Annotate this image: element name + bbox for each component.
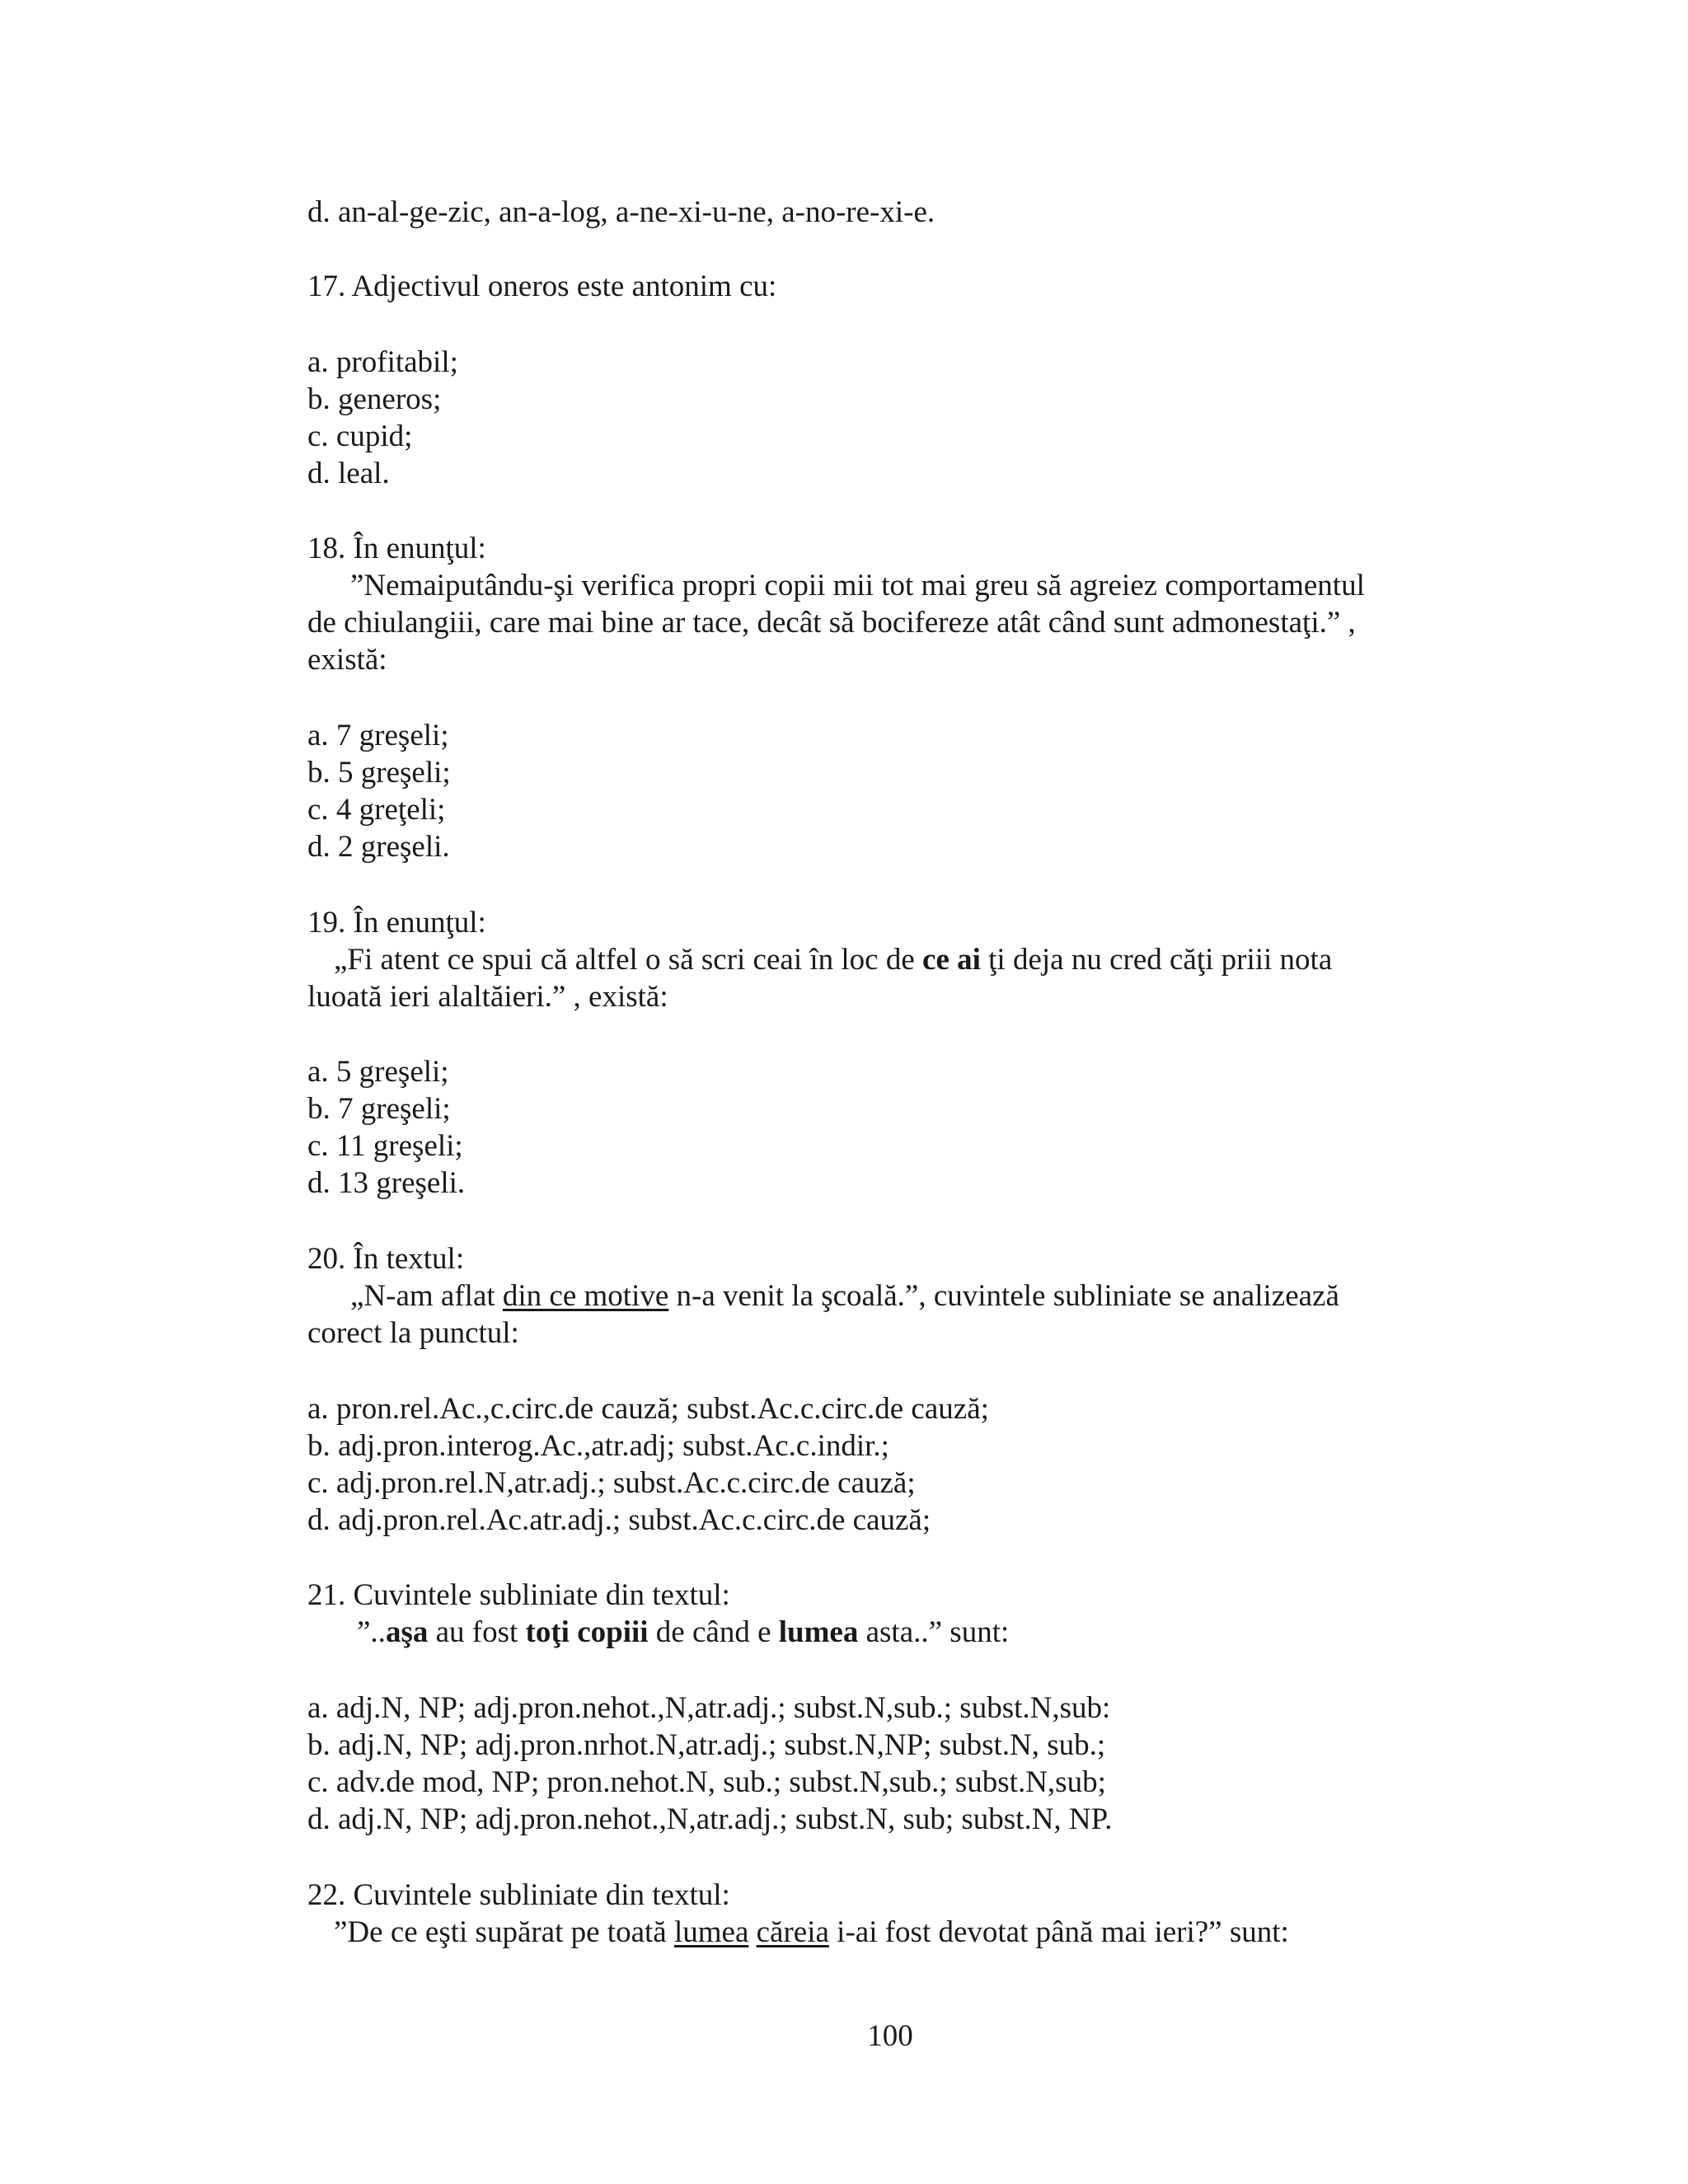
option-d-q21: d. adj.N, NP; adj.pron.nehot.,N,atr.adj.; subst.N, sub; subst.N, NP. bbox=[307, 1802, 1113, 1836]
question-20-text-2: corect la punctul: bbox=[307, 1316, 519, 1350]
option-b-q17: b. generos; bbox=[307, 382, 442, 416]
option-c-q18: c. 4 greţeli; bbox=[307, 793, 446, 827]
q22-text-part bbox=[748, 1915, 756, 1949]
question-18-text-1: ”Nemaiputându-şi verifica propri copii mii tot mai greu să agreiez comportamentul bbox=[350, 569, 1365, 602]
option-a-q20: a. pron.rel.Ac.,c.circ.de cauză; subst.Ac.c.circ.de cauză; bbox=[307, 1392, 989, 1426]
q19-text-part: „Fi atent ce spui că altfel o să scri ceai în loc de bbox=[334, 943, 923, 977]
question-20-text-1 bbox=[350, 1277, 1339, 1315]
page-number: 100 bbox=[867, 2019, 913, 2053]
question-17: 17. Adjectivul oneros este antonim cu: bbox=[307, 269, 777, 303]
option-d-q16: d. an-al-ge-zic, an-a-log, a-ne-xi-u-ne, a-no-re-xi-e. bbox=[307, 195, 935, 229]
option-c-q17: c. cupid; bbox=[307, 419, 413, 453]
q21-text-part: ”.. bbox=[357, 1615, 386, 1649]
q20-text-part: „N-am aflat bbox=[350, 1279, 503, 1313]
q21-text-part: au fost bbox=[428, 1615, 526, 1649]
option-b-q19: b. 7 greşeli; bbox=[307, 1092, 451, 1126]
option-a-q21: a. adj.N, NP; adj.pron.nehot.,N,atr.adj.; subst.N,sub.; subst.N,sub: bbox=[307, 1691, 1111, 1725]
option-d-q19: d. 13 greşeli. bbox=[307, 1166, 466, 1200]
q21-bold-word: lumea bbox=[778, 1615, 859, 1649]
question-18-text-2: de chiulangiii, care mai bine ar tace, decât să bocifereze atât când sunt admonestaţi.” , bbox=[307, 606, 1356, 640]
q20-underlined-phrase: din ce motive bbox=[502, 1279, 669, 1313]
q22-text-part: i-ai fost devotat până mai ieri?” sunt: bbox=[828, 1915, 1289, 1949]
q19-bold-phrase: ce ai bbox=[922, 943, 981, 977]
q22-text-part: ”De ce eşti supărat pe toată bbox=[334, 1915, 674, 1949]
option-a-q19: a. 5 greşeli; bbox=[307, 1055, 449, 1089]
q21-bold-word: aşa bbox=[385, 1615, 429, 1649]
q20-text-part: n-a venit la şcoală.”, cuvintele subliniate se analizează bbox=[668, 1279, 1339, 1313]
q19-text-part: ţi deja nu cred căţi priii nota bbox=[980, 943, 1333, 977]
q21-text-part: asta..” sunt: bbox=[858, 1615, 1010, 1649]
option-d-q20: d. adj.pron.rel.Ac.atr.adj.; subst.Ac.c.circ.de cauză; bbox=[307, 1503, 931, 1537]
question-19-text-2: luoată ieri alaltăieri.” , există: bbox=[307, 980, 668, 1014]
option-a-q17: a. profitabil; bbox=[307, 345, 458, 379]
option-d-q18: d. 2 greşeli. bbox=[307, 830, 450, 864]
question-21-text-1 bbox=[357, 1614, 1009, 1651]
question-22: 22. Cuvintele subliniate din textul: bbox=[307, 1878, 730, 1912]
question-22-text-1 bbox=[334, 1914, 1289, 1951]
question-18-text-3: există: bbox=[307, 643, 387, 677]
q22-underlined-word: căreia bbox=[756, 1915, 829, 1949]
option-b-q21: b. adj.N, NP; adj.pron.nrhot.N,atr.adj.; subst.N,NP; subst.N, sub.; bbox=[307, 1728, 1106, 1762]
option-a-q18: a. 7 greşeli; bbox=[307, 719, 449, 752]
question-20: 20. În textul: bbox=[307, 1242, 465, 1276]
question-21: 21. Cuvintele subliniate din textul: bbox=[307, 1578, 730, 1612]
option-d-q17: d. leal. bbox=[307, 457, 390, 490]
question-19: 19. În enunţul: bbox=[307, 906, 486, 940]
option-c-q20: c. adj.pron.rel.N,atr.adj.; subst.Ac.c.circ.de cauză; bbox=[307, 1466, 916, 1500]
option-c-q21: c. adv.de mod, NP; pron.nehot.N, sub.; subst.N,sub.; subst.N,sub; bbox=[307, 1765, 1106, 1799]
option-b-q18: b. 5 greşeli; bbox=[307, 756, 451, 790]
option-c-q19: c. 11 greşeli; bbox=[307, 1129, 463, 1163]
question-19-text-1 bbox=[334, 941, 1332, 978]
q21-text-part: de când e bbox=[648, 1615, 779, 1649]
option-b-q20: b. adj.pron.interog.Ac.,atr.adj; subst.Ac.c.indir.; bbox=[307, 1429, 889, 1463]
q22-underlined-word: lumea bbox=[673, 1915, 749, 1949]
q21-bold-phrase: toţi copiii bbox=[525, 1615, 649, 1649]
question-18: 18. În enunţul: bbox=[307, 532, 486, 565]
